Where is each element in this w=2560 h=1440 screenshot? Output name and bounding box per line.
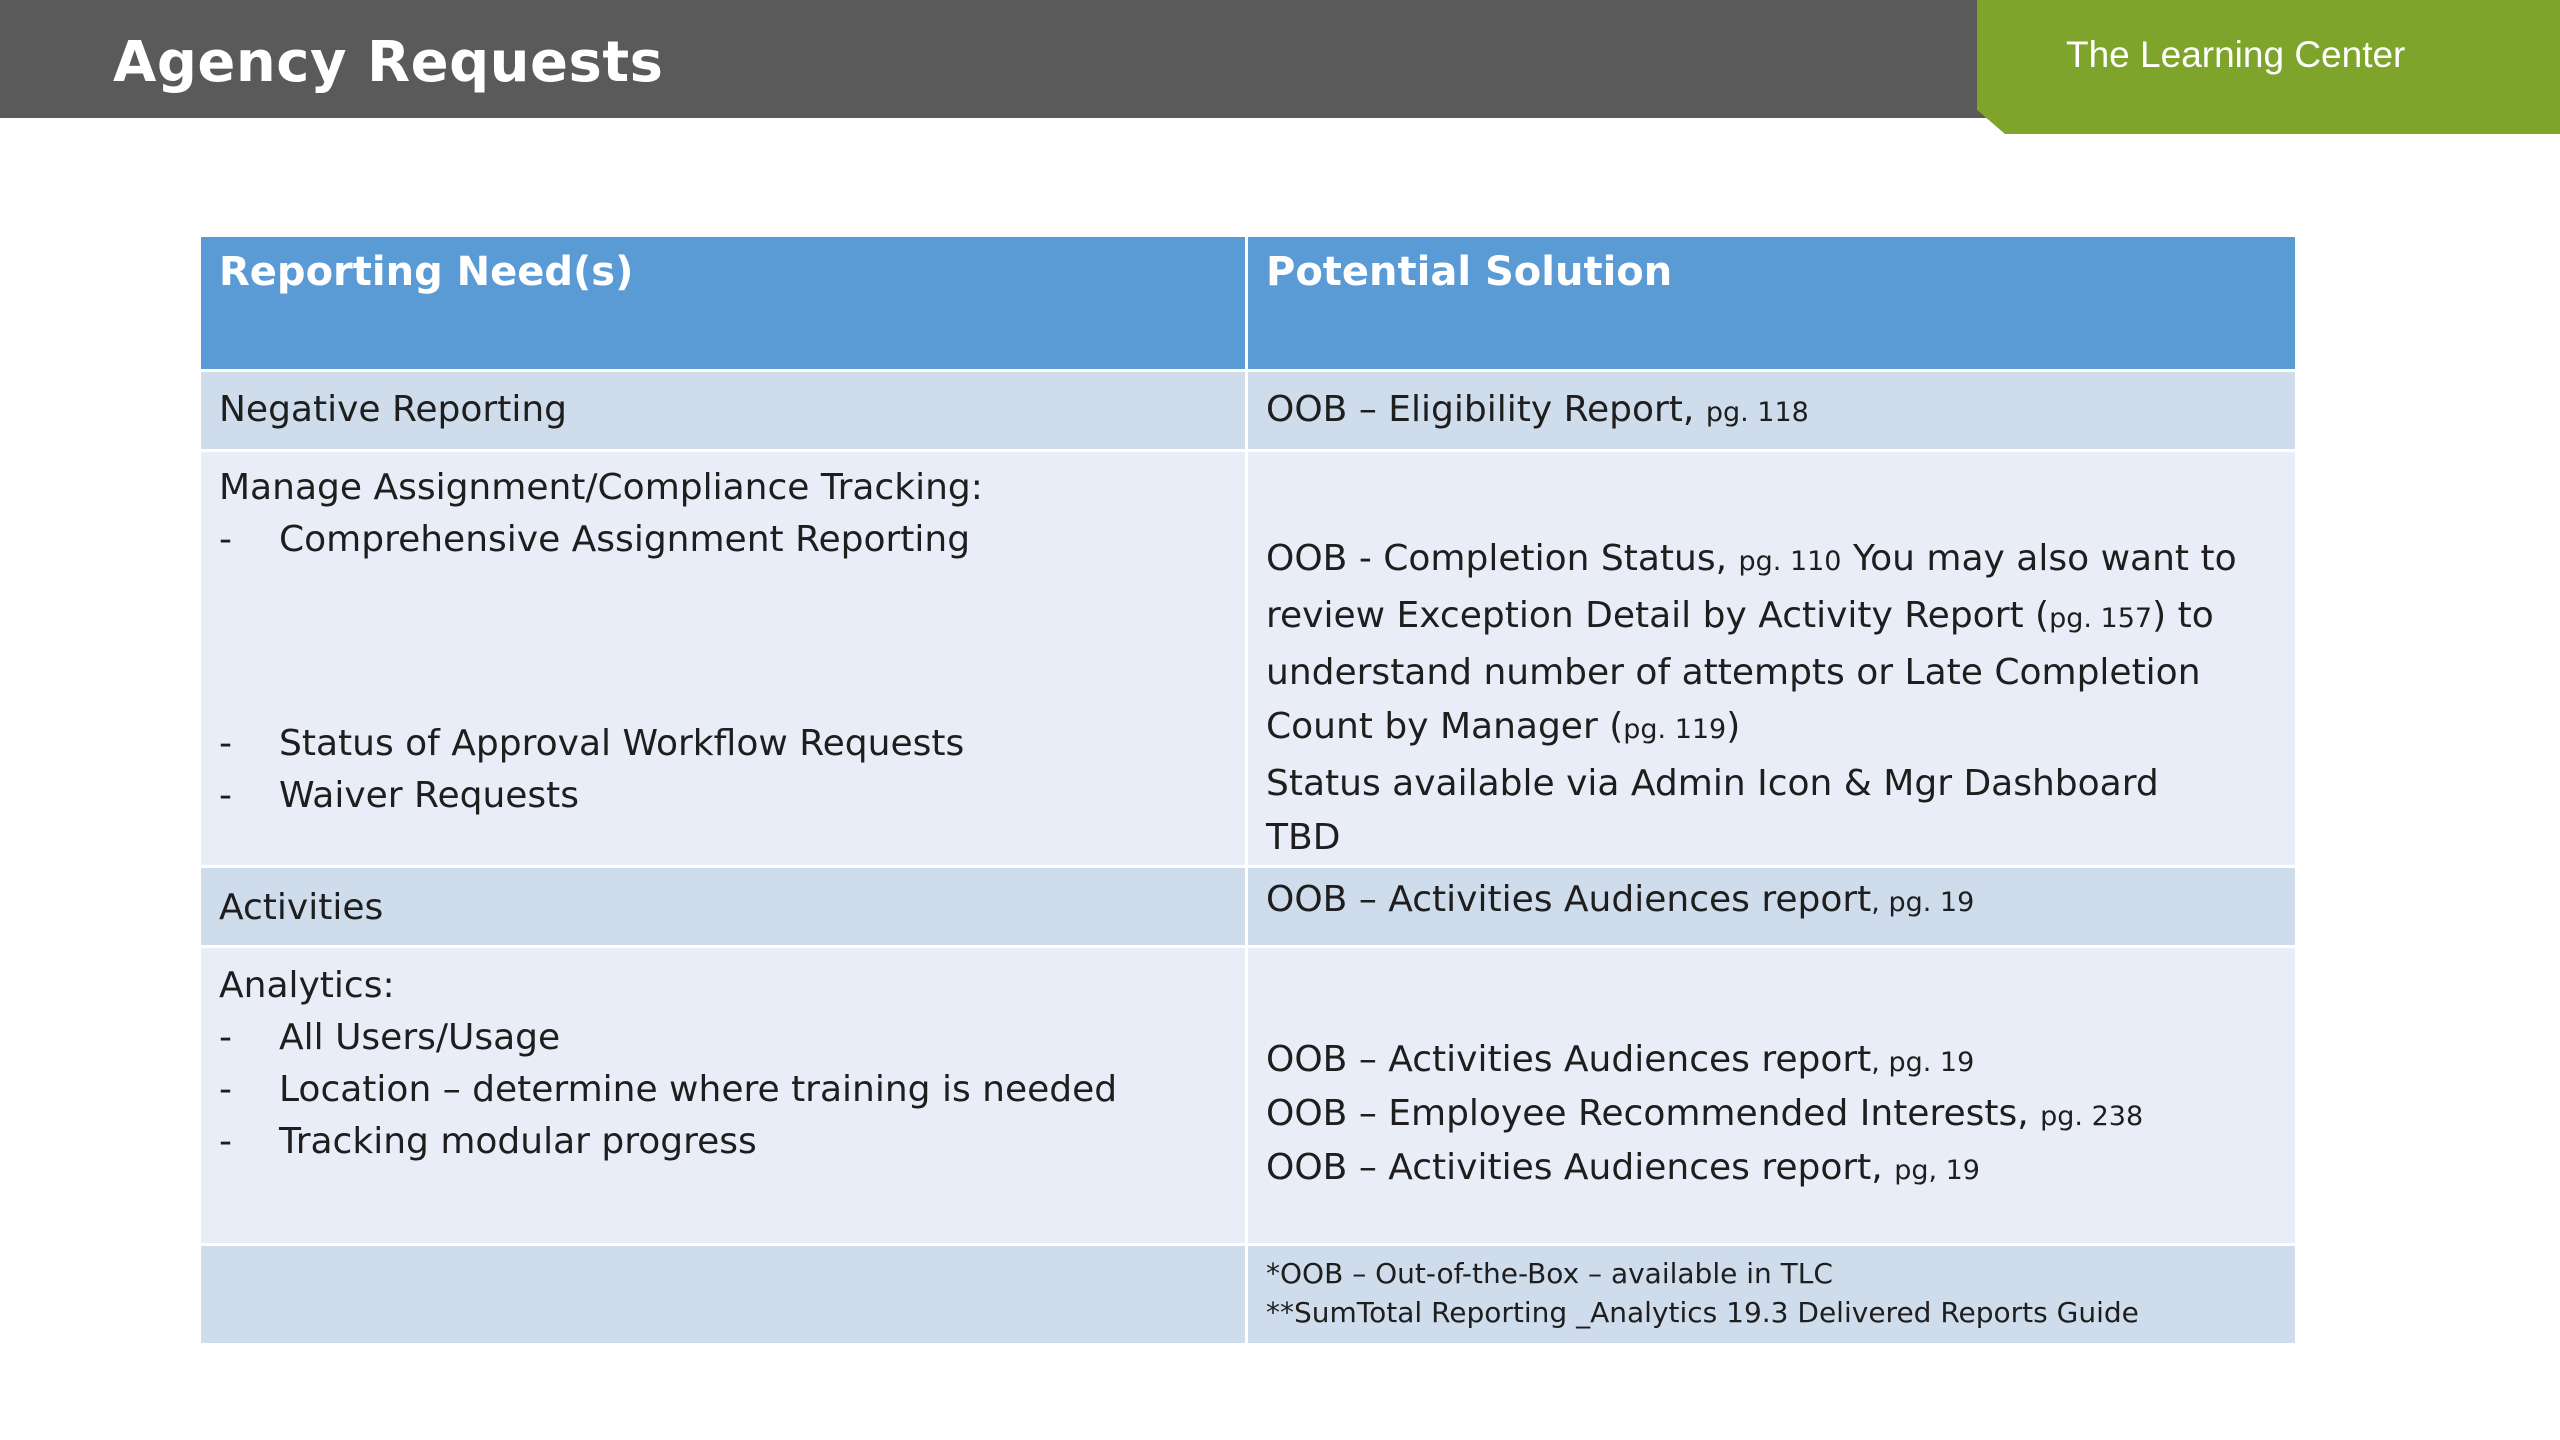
footnote-guide: **SumTotal Reporting _Analytics 19.3 Delivered Reports Guide bbox=[1266, 1296, 2139, 1329]
solution-paragraph bbox=[1266, 532, 2277, 757]
solution-cell bbox=[1247, 451, 2297, 867]
solution-text: OOB – Activities Audiences report bbox=[1266, 879, 1872, 920]
bullet-item bbox=[219, 1116, 1227, 1168]
solution-text: ) to understand number of attempts or Late Completion Count by Manager ( bbox=[1266, 595, 2214, 747]
page-ref: , pg. 19 bbox=[1871, 1047, 1975, 1078]
bullet-marker: - bbox=[219, 723, 232, 764]
bullet-item bbox=[219, 1064, 1227, 1116]
table-row bbox=[200, 947, 2297, 1245]
solution-text: OOB – Eligibility Report, bbox=[1266, 389, 1695, 430]
bullet-text: Comprehensive Assignment Reporting bbox=[279, 519, 971, 560]
page-title: Agency Requests bbox=[113, 30, 664, 95]
table-row bbox=[200, 1245, 2297, 1345]
solution-text: ) bbox=[1726, 706, 1741, 747]
solution-text: OOB – Employee Recommended Interests, bbox=[1266, 1093, 2029, 1134]
page-ref: pg. 119 bbox=[1623, 714, 1727, 745]
need-cell bbox=[200, 451, 1247, 867]
bullet-text: Location – determine where training is needed bbox=[279, 1069, 1118, 1110]
bullet-marker: - bbox=[219, 1121, 232, 1162]
reporting-table bbox=[198, 234, 2298, 1346]
bullet-marker: - bbox=[219, 1069, 232, 1110]
bullet-item bbox=[219, 718, 1227, 770]
bullet-marker: - bbox=[219, 775, 232, 816]
solution-text: OOB – Activities Audiences report, bbox=[1266, 1147, 1883, 1188]
table-row bbox=[200, 867, 2297, 947]
bullet-marker: - bbox=[219, 1017, 232, 1058]
bullet-text: All Users/Usage bbox=[279, 1017, 561, 1058]
table-header-row bbox=[200, 236, 2297, 371]
page-ref: pg. 157 bbox=[2049, 603, 2153, 634]
footnote-cell bbox=[1247, 1245, 2297, 1345]
need-cell bbox=[200, 371, 1247, 451]
need-title: Analytics: bbox=[219, 965, 395, 1006]
bullet-item bbox=[219, 1012, 1227, 1064]
bullet-text: Waiver Requests bbox=[279, 775, 580, 816]
solution-text: OOB – Activities Audiences report bbox=[1266, 1039, 1872, 1080]
solution-text: You may also want to review Exception Detail by Activity Report ( bbox=[1266, 538, 2237, 636]
solution-text: OOB - Completion Status, bbox=[1266, 538, 1728, 579]
need-title: Manage Assignment/Compliance Tracking: bbox=[219, 467, 983, 508]
solution-line: Status available via Admin Icon & Mgr Dashboard bbox=[1266, 763, 2159, 804]
table-row bbox=[200, 451, 2297, 867]
column-header-needs: Reporting Need(s) bbox=[200, 236, 1247, 371]
page-ref: , pg. 19 bbox=[1871, 887, 1975, 918]
need-text: Activities bbox=[219, 887, 384, 928]
page-ref: pg. 238 bbox=[2040, 1101, 2144, 1132]
bullet-item bbox=[219, 770, 1227, 822]
need-text: Negative Reporting bbox=[219, 389, 568, 430]
bullet-text: Tracking modular progress bbox=[279, 1121, 757, 1162]
brand-label: The Learning Center bbox=[2066, 34, 2406, 75]
bullet-marker: - bbox=[219, 519, 232, 560]
solution-line bbox=[1266, 1142, 2277, 1196]
need-cell bbox=[200, 1245, 1247, 1345]
solution-line: TBD bbox=[1266, 817, 1341, 858]
column-header-solution: Potential Solution bbox=[1247, 236, 2297, 371]
page-ref: pg. 118 bbox=[1705, 397, 1809, 428]
bullet-item bbox=[219, 514, 1227, 566]
need-cell bbox=[200, 947, 1247, 1245]
footnote-oob: *OOB – Out-of-the-Box – available in TLC bbox=[1266, 1257, 1833, 1290]
solution-cell bbox=[1247, 947, 2297, 1245]
page-ref: pg, 19 bbox=[1894, 1155, 1980, 1186]
solution-cell bbox=[1247, 371, 2297, 451]
solution-line bbox=[1266, 1034, 2277, 1088]
solution-cell bbox=[1247, 867, 2297, 947]
solution-line bbox=[1266, 1088, 2277, 1142]
table-row bbox=[200, 371, 2297, 451]
need-cell bbox=[200, 867, 1247, 947]
page-ref: pg. 110 bbox=[1738, 546, 1842, 577]
bullet-text: Status of Approval Workflow Requests bbox=[279, 723, 965, 764]
